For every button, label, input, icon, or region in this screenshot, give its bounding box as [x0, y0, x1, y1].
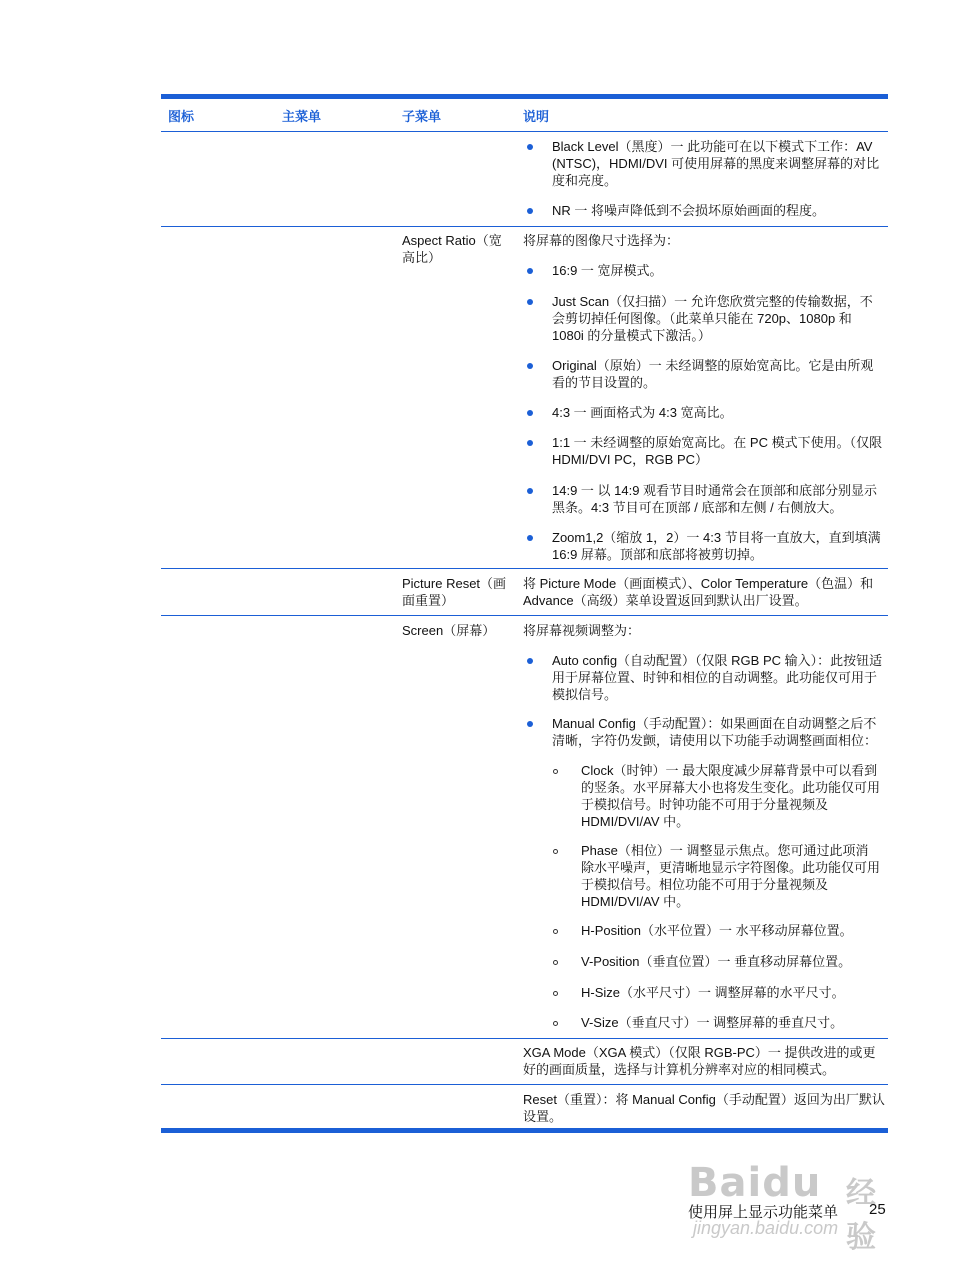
watermark-logo-cn: 经验 [846, 1177, 876, 1254]
page-number: 25 [869, 1201, 886, 1218]
circle-bullet-icon [553, 1021, 558, 1026]
submenu-aspect-ratio: Aspect Ratio（宽高比） [402, 233, 502, 265]
bullet-icon [527, 410, 533, 416]
row-divider [161, 226, 888, 227]
row-divider [161, 568, 888, 569]
circle-bullet-icon [553, 769, 558, 774]
footer-section-title: 使用屏上显示功能菜单 [688, 1204, 839, 1221]
row-intro: 将屏幕的图像尺寸选择为： [523, 233, 680, 248]
submenu-screen: Screen（屏幕） [402, 623, 496, 638]
row-intro: Reset（重置）：将 Manual Config（手动配置）返回为出厂默认设置。 [523, 1092, 885, 1124]
bullet-icon [527, 658, 533, 664]
bullet-icon [527, 363, 533, 369]
circle-bullet-icon [553, 960, 558, 965]
bullet-icon [527, 299, 533, 305]
row-divider [161, 1038, 888, 1039]
watermark-url: jingyan.baidu.com [693, 1218, 839, 1238]
circle-bullet-icon [553, 849, 558, 854]
bullet-icon [527, 535, 533, 541]
submenu-picture-reset: Picture Reset（画面重置） [402, 576, 507, 608]
watermark-logo: Baidu [688, 1160, 822, 1206]
bullet-icon [527, 208, 533, 214]
header-description: 说明 [523, 109, 550, 124]
row-intro: XGA Mode（XGA 模式）（仅限 RGB-PC）一 提供改进的或更好的画面质量，选择与计算机分辨率对应的相同模式。 [523, 1045, 876, 1077]
row-divider [161, 1084, 888, 1085]
header-main-menu: 主菜单 [282, 109, 322, 124]
header-submenu: 子菜单 [402, 109, 442, 124]
circle-bullet-icon [553, 929, 558, 934]
header-divider [161, 131, 888, 132]
table-bottom-rule [161, 1128, 888, 1133]
bullet-icon [527, 440, 533, 446]
circle-bullet-icon [553, 991, 558, 996]
row-divider [161, 615, 888, 616]
row-intro: 将屏幕视频调整为： [523, 623, 641, 638]
header-icon: 图标 [168, 109, 195, 124]
bullet-icon [527, 721, 533, 727]
table-top-rule [161, 94, 888, 99]
bullet-icon [527, 488, 533, 494]
bullet-icon [527, 144, 533, 150]
bullet-icon [527, 268, 533, 274]
row-intro: 将 Picture Mode（画面模式）、Color Temperature（色温）和 Advance（高级）菜单设置返回到默认出厂设置。 [523, 576, 874, 608]
